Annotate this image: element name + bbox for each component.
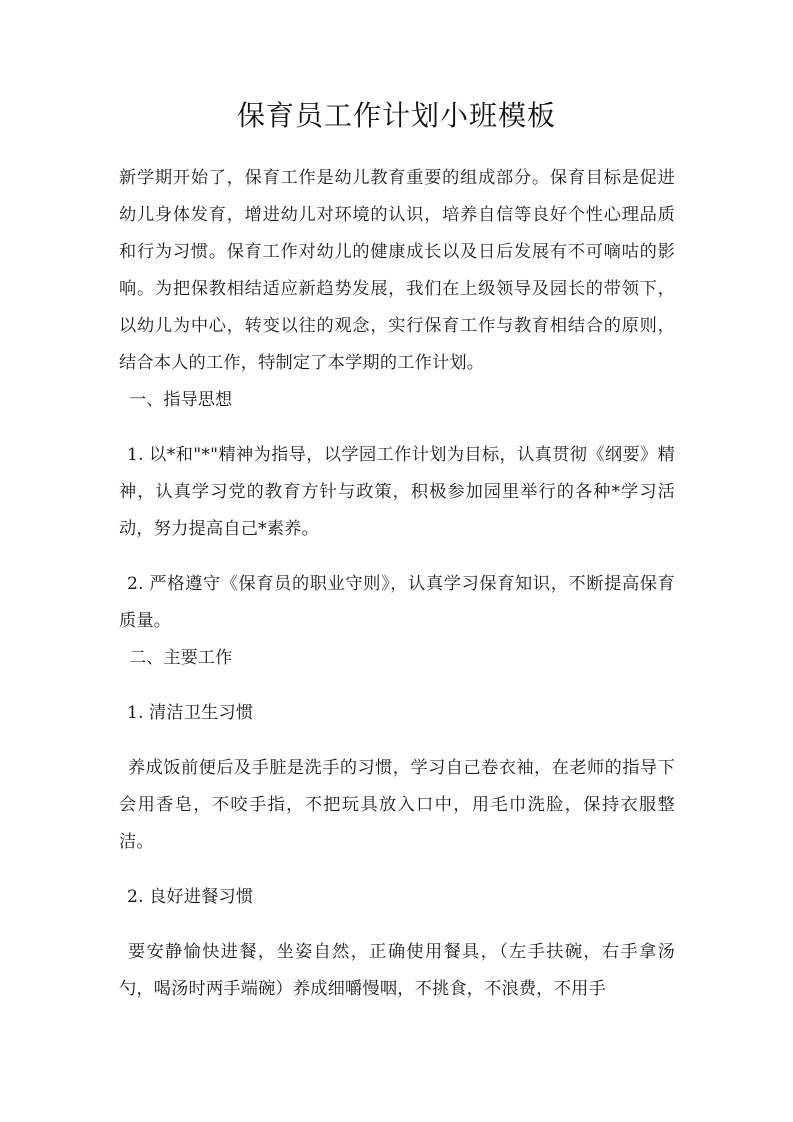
- work-item-2-text: 要安静愉快进餐，坐姿自然，正确使用餐具，（左手扶碗，右手拿汤勺，喝汤时两手端碗）养成细嚼慢咽，不挑食，不浪费，不用手: [119, 942, 675, 999]
- guiding-item-2: [119, 566, 675, 640]
- section-heading-guiding-ideology: 一、指导思想: [129, 390, 233, 410]
- guiding-item-1: [119, 437, 675, 548]
- item-label: 良好进餐习惯: [149, 887, 254, 907]
- item-label: 清洁卫生习惯: [149, 703, 254, 723]
- document-title: 保育员工作计划小班模板: [236, 99, 556, 132]
- item-number: 2.: [127, 887, 144, 907]
- item-text: 以*和"*"精神为指导，以学园工作计划为目标，认真贯彻《纲要》精神，认真学习党的教育方针与政策，积极参加园里举行的各种*学习活动，努力提高自己*素养。: [119, 445, 675, 539]
- section-heading-main-work: 二、主要工作: [129, 648, 233, 668]
- work-item-1-text: 养成饭前便后及手脏是洗手的习惯，学习自己卷衣袖，在老师的指导下会用香皂，不咬手指，不把玩具放入口中，用毛巾洗脸，保持衣服整洁。: [119, 758, 675, 852]
- item-text: 严格遵守《保育员的职业守则》，认真学习保育知识，不断提高保育质量。: [119, 574, 675, 631]
- item-number: 1.: [127, 445, 144, 465]
- work-item-1-label: [119, 695, 675, 732]
- document-body: [119, 160, 675, 1008]
- work-item-2-label: [119, 879, 675, 916]
- item-number: 1.: [127, 703, 144, 723]
- intro-paragraph: 新学期开始了，保育工作是幼儿教育重要的组成部分。保育目标是促进幼儿身体发育，增进幼儿对环境的认识，培养自信等良好个性心理品质和行为习惯。保育工作对幼儿的健康成长以及日后发展有不可嘀咕的影响。为把保教相结适应新趋势发展，我们在上级领导及园长的带领下，以幼儿为中心，转变以往的观念，实行保育工作与教育相结合的原则，结合本人的工作，特制定了本学期的工作计划。: [119, 168, 675, 373]
- item-number: 2.: [127, 574, 144, 594]
